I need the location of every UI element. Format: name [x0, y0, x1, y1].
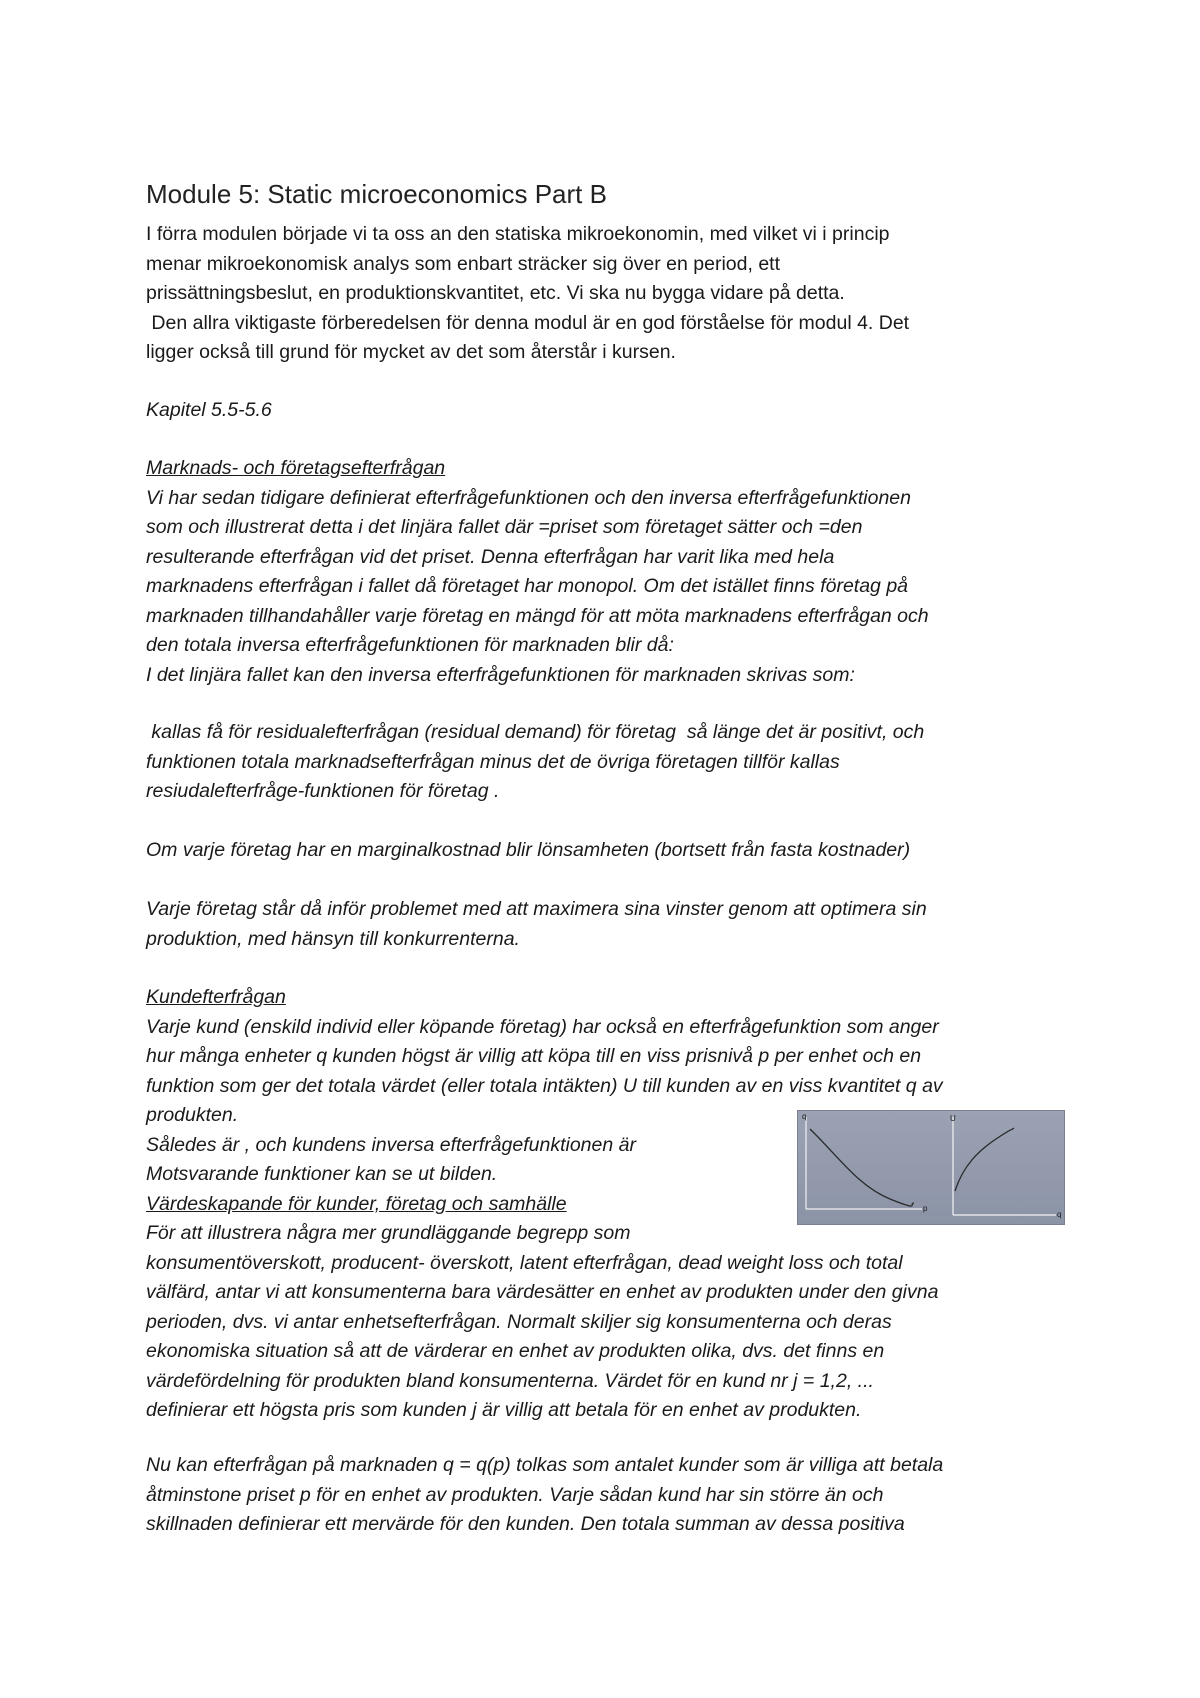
section-line: För att illustrera några mer grundläggande begrepp som	[146, 1222, 631, 1244]
section-line: Vi har sedan tidigare definierat efterfrågefunktionen och den inversa efterfrågefunktionen	[146, 486, 911, 509]
chapter-label: Kapitel 5.5-5.6	[146, 399, 272, 421]
page-title: Module 5: Static microeconomics Part B	[146, 179, 607, 209]
left-axis-x-label: p	[923, 1204, 928, 1213]
section-line: produktion, med hänsyn till konkurrenterna.	[146, 927, 520, 950]
section-heading: Marknads- och företagsefterfrågan	[146, 457, 446, 479]
section-line: I det linjära fallet kan den inversa efterfrågefunktionen för marknaden skrivas som:	[146, 663, 855, 686]
right-axis-x-label: q	[1057, 1210, 1062, 1219]
section-line: Motsvarande funktioner kan se ut bilden.	[146, 1163, 498, 1185]
chapter-reference	[146, 396, 272, 426]
left-axis-y-label: q	[802, 1112, 807, 1121]
section-line: hur många enheter q kunden högst är villig att köpa till en viss prisnivå p per enhet och en	[146, 1045, 922, 1067]
section-line: Om varje företag har en marginalkostnad blir lönsamheten (bortsett från fasta kostnader)	[146, 839, 911, 861]
section-line: definierar ett högsta pris som kunden j är villig att betala för en enhet av produkten.	[146, 1399, 862, 1421]
section-line: skillnaden definierar ett mervärde för den kunden. Den totala summan av dessa positiva	[146, 1513, 905, 1535]
section-line: värdefördelning för produkten bland konsumenterna. Värdet för en kund nr j = 1,2, ...	[146, 1369, 874, 1392]
market-demand-interpretation	[146, 1451, 943, 1540]
section-line: produkten.	[146, 1104, 239, 1126]
section-line: Således är , och kundens inversa efterfrågefunktionen är	[146, 1133, 636, 1156]
demand-curve	[810, 1129, 914, 1206]
figure-graphs	[798, 1111, 1064, 1224]
section-line: funktion som ger det totala värdet (eller totala intäkten) U till kunden av en viss kvantitet q av	[146, 1074, 943, 1097]
section-line: resulterande efterfrågan vid det priset. Denna efterfrågan har varit lika med hela	[146, 545, 835, 568]
section-line: konsumentöverskott, producent- överskott, latent efterfrågan, dead weight loss och total	[146, 1251, 903, 1274]
intro-line: I förra modulen började vi ta oss an den statiska mikroekonomin, med vilket vi i princip	[146, 223, 890, 245]
section-line: den totala inversa efterfrågefunktionen för marknaden blir då:	[146, 634, 674, 656]
intro-line: menar mikroekonomisk analys som enbart sträcker sig över en period, ett	[146, 252, 781, 275]
intro-line: prissättningsbeslut, en produktionskvantitet, etc. Vi ska nu bygga vidare på detta.	[146, 282, 845, 304]
section-market-demand	[146, 454, 929, 690]
section-line: marknaden tillhandahåller varje företag en mängd för att möta marknadens efterfrågan och	[146, 604, 929, 627]
residual-demand-paragraph	[146, 718, 924, 807]
section-line: ekonomiska situation så att de värderar en enhet av produkten olika, dvs. det finns en	[146, 1340, 885, 1362]
intro-line: Den allra viktigaste förberedelsen för denna modul är en god förståelse för modul 4. Det	[146, 311, 910, 334]
value-curve	[955, 1128, 1014, 1191]
intro-paragraph	[146, 220, 909, 368]
section-line: perioden, dvs. vi antar enhetsefterfrågan. Normalt skiljer sig konsumenterna och deras	[146, 1310, 892, 1333]
optimization-paragraph	[146, 895, 927, 954]
section-line: resiudalefterfråge-funktionen för företag .	[146, 780, 500, 802]
section-line: marknadens efterfrågan i fallet då företaget har monopol. Om det istället finns företag på	[146, 575, 909, 597]
section-heading: Kundefterfrågan	[146, 986, 286, 1008]
section-line: åtminstone priset p för en enhet av produkten. Varje sådan kund har sin större än och	[146, 1483, 884, 1506]
intro-line: ligger också till grund för mycket av det som återstår i kursen.	[146, 341, 676, 363]
section-line: Nu kan efterfrågan på marknaden q = q(p) tolkas som antalet kunder som är villiga att betala	[146, 1454, 944, 1476]
right-axis-y-label: U	[950, 1114, 956, 1123]
profit-paragraph	[146, 836, 910, 866]
section-line: kallas få för residualefterfrågan (residual demand) för företag så länge det är positivt, och	[146, 721, 925, 743]
section-line: funktionen totala marknadsefterfrågan minus det de övriga företagen tillför kallas	[146, 750, 840, 773]
section-heading: Värdeskapande för kunder, företag och samhälle	[146, 1192, 567, 1215]
section-line: Varje företag står då inför problemet med att maximera sina vinster genom att optimera sin	[146, 898, 927, 920]
section-line: som och illustrerat detta i det linjära fallet där =priset som företaget sätter och =den	[146, 516, 863, 538]
section-line: välfärd, antar vi att konsumenterna bara värdesätter en enhet av produkten under den givna	[146, 1281, 939, 1303]
section-line: Varje kund (enskild individ eller köpande företag) har också en efterfrågefunktion som anger	[146, 1015, 939, 1038]
demand-value-figure	[797, 1110, 1065, 1225]
